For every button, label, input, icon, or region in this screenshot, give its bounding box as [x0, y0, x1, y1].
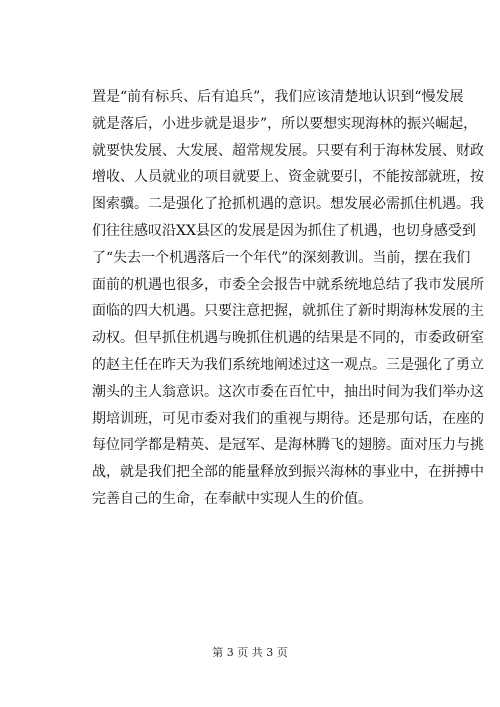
text-line: 战，就是我们把全部的能量释放到振兴海林的事业中，在拼搏中	[92, 464, 484, 481]
text-line: 们往往感叹沿XX县区的发展是因为抓住了机遇，也切身感受到	[92, 222, 476, 239]
text-line: 动权。但早抓住机遇与晚抓住机遇的结果是不同的，市委政研室	[92, 330, 484, 347]
text-line: 置是“前有标兵、后有追兵”，我们应该清楚地认识到“慢发展	[92, 89, 464, 105]
text-line: 期培训班，可见市委对我们的重视与期待。还是那句话，在座的	[92, 410, 484, 427]
text-line: 了“失去一个机遇落后一个年代”的深刻教训。当前，摆在我们	[92, 249, 471, 266]
text-line-last: 完善自己的生命，在奉献中实现人生的价值。	[92, 490, 372, 507]
text-line: 的赵主任在昨天为我们系统地阐述过这一观点。三是强化了勇立	[92, 356, 484, 373]
text-line: 面前的机遇也很多，市委全会报告中就系统地总结了我市发展所	[92, 276, 484, 293]
page-footer: 第 3 页 共 3 页	[212, 646, 288, 659]
text-line: 潮头的主人翁意识。这次市委在百忙中，抽出时间为我们举办这	[92, 383, 484, 400]
text-line: 增收、人员就业的项目就要上、资金就要引，不能按部就班，按	[92, 169, 484, 186]
text-line: 就要快发展、大发展、超常规发展。只要有利于海林发展、财政	[92, 142, 484, 159]
text-line: 面临的四大机遇。只要注意把握，就抓住了新时期海林发展的主	[92, 303, 484, 320]
text-line: 每位同学都是精英、是冠军、是海林腾飞的翅膀。面对压力与挑	[92, 437, 484, 454]
text-line: 就是落后，小进步就是退步”，所以要想实现海林的振兴崛起，	[92, 115, 478, 132]
text-line: 图索骥。二是强化了抢抓机遇的意识。想发展必需抓住机遇。我	[92, 196, 484, 213]
body-paragraph	[92, 84, 484, 513]
